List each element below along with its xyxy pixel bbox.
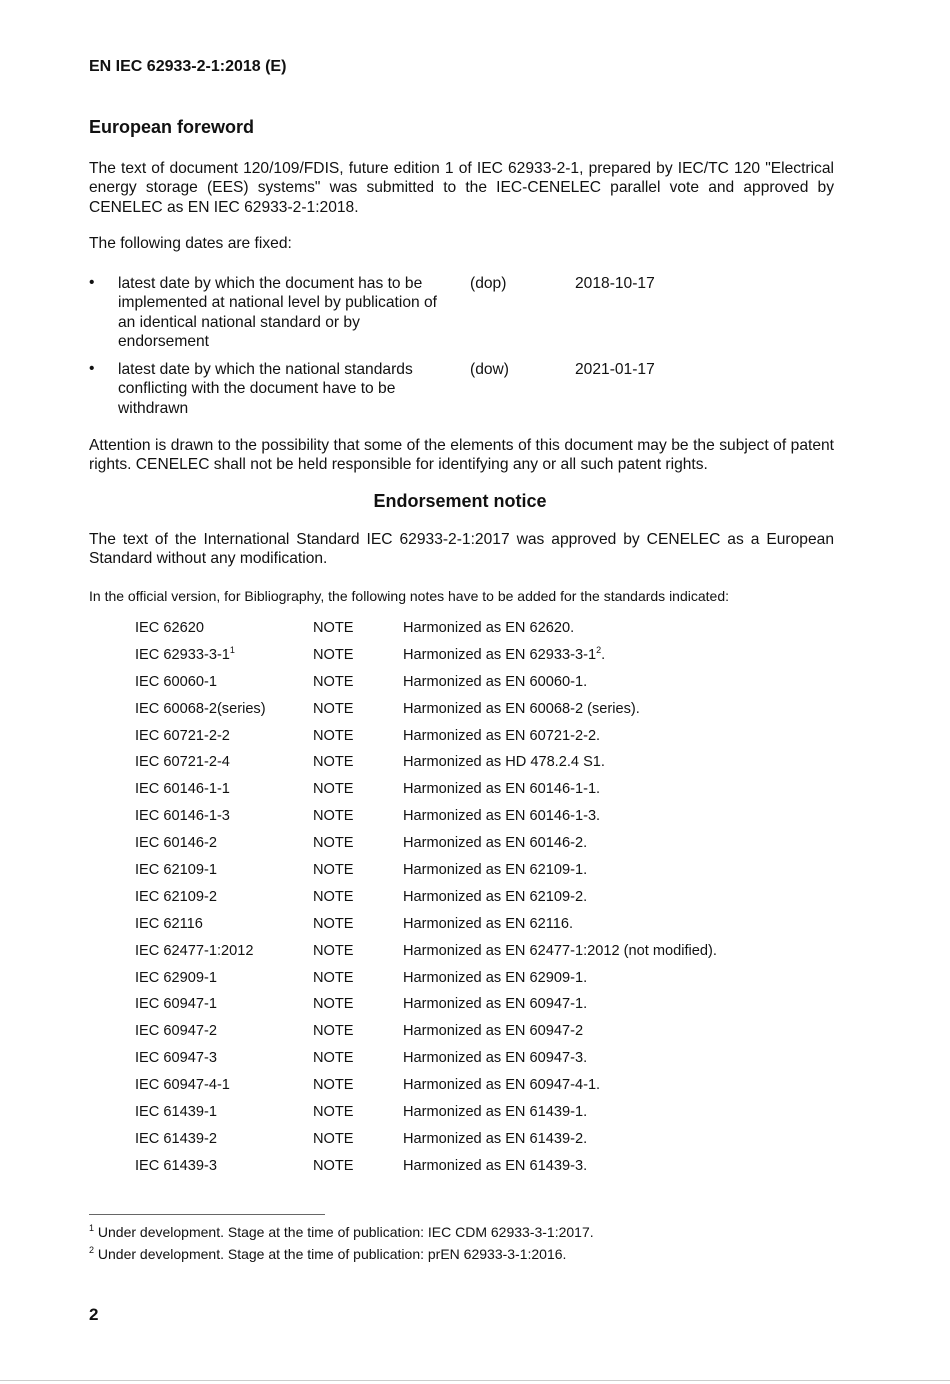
endorsement-title: Endorsement notice — [373, 491, 547, 511]
harmonized-cell — [403, 943, 717, 959]
harmonized-text: Harmonized as EN 60947-4-1. — [403, 1077, 601, 1094]
harmonized-text: Harmonized as EN 61439-1. — [403, 1104, 588, 1121]
standard-code: IEC 60721-2-2 — [135, 727, 230, 744]
attention-note: Attention is drawn to the possibility that some of the elements of this document may be the subject of patent rights. CENELEC shall not be held responsible for identifying any or all such patent rights. — [89, 437, 834, 474]
note-cell: NOTE — [313, 915, 354, 932]
standard-cell — [135, 808, 230, 824]
standard-code: IEC 62116 — [135, 915, 203, 932]
note-cell: NOTE — [313, 646, 354, 663]
date-item-text: latest date by which the document has to be implemented at national level by publication of an identical national standard or by endorsement — [118, 275, 438, 350]
note-cell: NOTE — [313, 888, 354, 905]
standard-cell — [135, 728, 230, 744]
standard-cell — [135, 1023, 217, 1039]
note-cell: NOTE — [313, 1130, 354, 1147]
footnote-ref: 2 — [596, 644, 602, 655]
footnote-1 — [89, 1224, 594, 1240]
harmonized-cell — [403, 781, 600, 797]
standard-code: IEC 60947-4-1 — [135, 1077, 230, 1094]
harmonized-cell — [403, 701, 640, 717]
harmonized-tail: . — [601, 646, 606, 663]
harmonized-cell — [403, 1077, 600, 1093]
harmonized-cell — [403, 1104, 587, 1120]
note-cell: NOTE — [313, 781, 354, 798]
date-item-abbr: (dow) — [470, 361, 509, 378]
harmonized-text: Harmonized as EN 60947-2 — [403, 1023, 584, 1040]
standard-code: IEC 61439-2 — [135, 1130, 217, 1147]
standard-code: IEC 60146-1-3 — [135, 808, 230, 825]
footnote-mark: 1 — [89, 1223, 95, 1233]
standard-code: IEC 62109-2 — [135, 888, 217, 905]
harmonized-cell — [403, 1158, 587, 1174]
standard-cell — [135, 754, 230, 770]
note-cell: NOTE — [313, 808, 354, 825]
standard-code: IEC 62109-1 — [135, 862, 217, 879]
standard-cell — [135, 996, 217, 1012]
standard-cell — [135, 1104, 217, 1120]
harmonized-text: Harmonized as EN 62116. — [403, 915, 574, 932]
harmonized-text: Harmonized as EN 62909-1. — [403, 969, 588, 986]
standard-code: IEC 60146-2 — [135, 835, 217, 852]
foreword-intro: The text of document 120/109/FDIS, future edition 1 of IEC 62933-2-1, prepared by IEC/TC 120 "Electrical energy storage (EES) systems" was submitted to the IEC-CENELEC parallel vote and approved by CENELEC as EN IEC 62933-2-1:2018. — [89, 160, 834, 216]
standard-cell — [135, 1050, 217, 1066]
standard-code: IEC 62933-3-1 — [135, 646, 230, 663]
date-item-abbr: (dop) — [470, 275, 507, 292]
harmonized-cell — [403, 835, 587, 851]
harmonized-cell — [403, 674, 587, 690]
harmonized-text: Harmonized as EN 60146-2. — [403, 835, 588, 852]
page-bottom-edge — [0, 1380, 950, 1381]
note-cell: NOTE — [313, 1077, 354, 1094]
note-cell: NOTE — [313, 727, 354, 744]
date-item-date: 2021-01-17 — [575, 361, 655, 378]
note-cell: NOTE — [313, 969, 354, 986]
standard-code: IEC 61439-1 — [135, 1104, 217, 1121]
standard-code: IEC 62620 — [135, 620, 204, 636]
footnote-text: Under development. Stage at the time of publication: prEN 62933-3-1:2016. — [94, 1246, 567, 1262]
footnote-divider — [89, 1214, 325, 1215]
footnote-text: Under development. Stage at the time of publication: IEC CDM 62933-3-1:2017. — [94, 1224, 594, 1240]
standard-code: IEC 60068-2(series) — [135, 700, 266, 717]
note-cell: NOTE — [313, 700, 354, 717]
note-cell: NOTE — [313, 673, 354, 690]
standard-cell — [135, 916, 203, 932]
bibliography-intro: In the official version, for Bibliography, the following notes have to be added for the standards indicated: — [89, 588, 729, 604]
date-item-text: latest date by which the national standards conflicting with the document have to be withdrawn — [118, 361, 413, 417]
harmonized-text: Harmonized as HD 478.2.4 S1. — [403, 754, 605, 771]
standard-cell — [135, 1131, 217, 1147]
harmonized-cell — [403, 862, 587, 878]
standard-code: IEC 62477-1:2012 — [135, 942, 254, 959]
standard-cell — [135, 620, 204, 636]
harmonized-cell — [403, 620, 574, 636]
harmonized-cell — [403, 889, 587, 905]
harmonized-text: Harmonized as EN 62477-1:2012 (not modified). — [403, 942, 717, 959]
footnote-2 — [89, 1246, 566, 1262]
harmonized-text: Harmonized as EN 62109-2. — [403, 888, 588, 905]
note-cell: NOTE — [313, 996, 354, 1013]
harmonized-cell — [403, 754, 605, 770]
standard-cell — [135, 701, 266, 717]
standard-cell — [135, 970, 217, 986]
standard-cell — [135, 644, 235, 663]
harmonized-text: Harmonized as EN 60060-1. — [403, 673, 588, 690]
harmonized-cell — [403, 728, 600, 744]
harmonized-cell — [403, 808, 600, 824]
standard-code: IEC 61439-3 — [135, 1157, 217, 1174]
harmonized-text: Harmonized as EN 60947-1. — [403, 996, 588, 1013]
document-id: EN IEC 62933-2-1:2018 (E) — [89, 58, 287, 75]
harmonized-text: Harmonized as EN 60146-1-3. — [403, 808, 601, 825]
harmonized-text: Harmonized as EN 61439-2. — [403, 1130, 588, 1147]
standard-code: IEC 60947-3 — [135, 1050, 217, 1067]
standard-cell — [135, 1158, 217, 1174]
harmonized-cell — [403, 970, 587, 986]
standard-cell — [135, 862, 217, 878]
bullet-icon: • — [89, 274, 95, 291]
standard-cell — [135, 781, 230, 797]
harmonized-cell — [403, 1131, 587, 1147]
standard-cell — [135, 889, 217, 905]
dates-intro: The following dates are fixed: — [89, 235, 292, 252]
note-cell: NOTE — [313, 1157, 354, 1174]
bullet-icon: • — [89, 360, 95, 377]
footnote-mark: 2 — [89, 1245, 95, 1255]
standard-cell — [135, 943, 253, 959]
note-cell: NOTE — [313, 620, 354, 636]
note-cell: NOTE — [313, 754, 354, 771]
standard-cell — [135, 835, 217, 851]
date-item-date: 2018-10-17 — [575, 275, 655, 292]
standard-code: IEC 62909-1 — [135, 969, 217, 986]
standard-cell — [135, 1077, 230, 1093]
note-cell: NOTE — [313, 1050, 354, 1067]
harmonized-text: Harmonized as EN 62109-1. — [403, 862, 588, 879]
page-number: 2 — [89, 1305, 99, 1324]
harmonized-text: Harmonized as EN 60068-2 (series). — [403, 700, 640, 717]
harmonized-text: Harmonized as EN 62620. — [403, 620, 575, 636]
harmonized-cell — [403, 916, 573, 932]
harmonized-cell — [403, 1023, 583, 1039]
harmonized-text: Harmonized as EN 62933-3-1 — [403, 646, 597, 663]
endorsement-text: The text of the International Standard IEC 62933-2-1:2017 was approved by CENELEC as a European Standard without any modification. — [89, 531, 834, 568]
standard-code: IEC 60146-1-1 — [135, 781, 230, 798]
harmonized-text: Harmonized as EN 60146-1-1. — [403, 781, 601, 798]
harmonized-cell — [403, 1050, 587, 1066]
standard-code: IEC 60721-2-4 — [135, 754, 230, 771]
footnote-ref: 1 — [229, 644, 235, 655]
harmonized-text: Harmonized as EN 60721-2-2. — [403, 727, 601, 744]
standard-code: IEC 60060-1 — [135, 673, 217, 690]
note-cell: NOTE — [313, 1104, 354, 1121]
harmonized-cell — [403, 644, 606, 663]
standard-code: IEC 60947-2 — [135, 1023, 217, 1040]
standard-cell — [135, 674, 217, 690]
note-cell: NOTE — [313, 835, 354, 852]
note-cell: NOTE — [313, 1023, 354, 1040]
harmonized-cell — [403, 996, 587, 1012]
note-cell: NOTE — [313, 862, 354, 879]
harmonized-text: Harmonized as EN 61439-3. — [403, 1157, 588, 1174]
harmonized-text: Harmonized as EN 60947-3. — [403, 1050, 588, 1067]
standard-code: IEC 60947-1 — [135, 996, 217, 1013]
note-cell: NOTE — [313, 942, 354, 959]
foreword-title: European foreword — [89, 117, 255, 137]
